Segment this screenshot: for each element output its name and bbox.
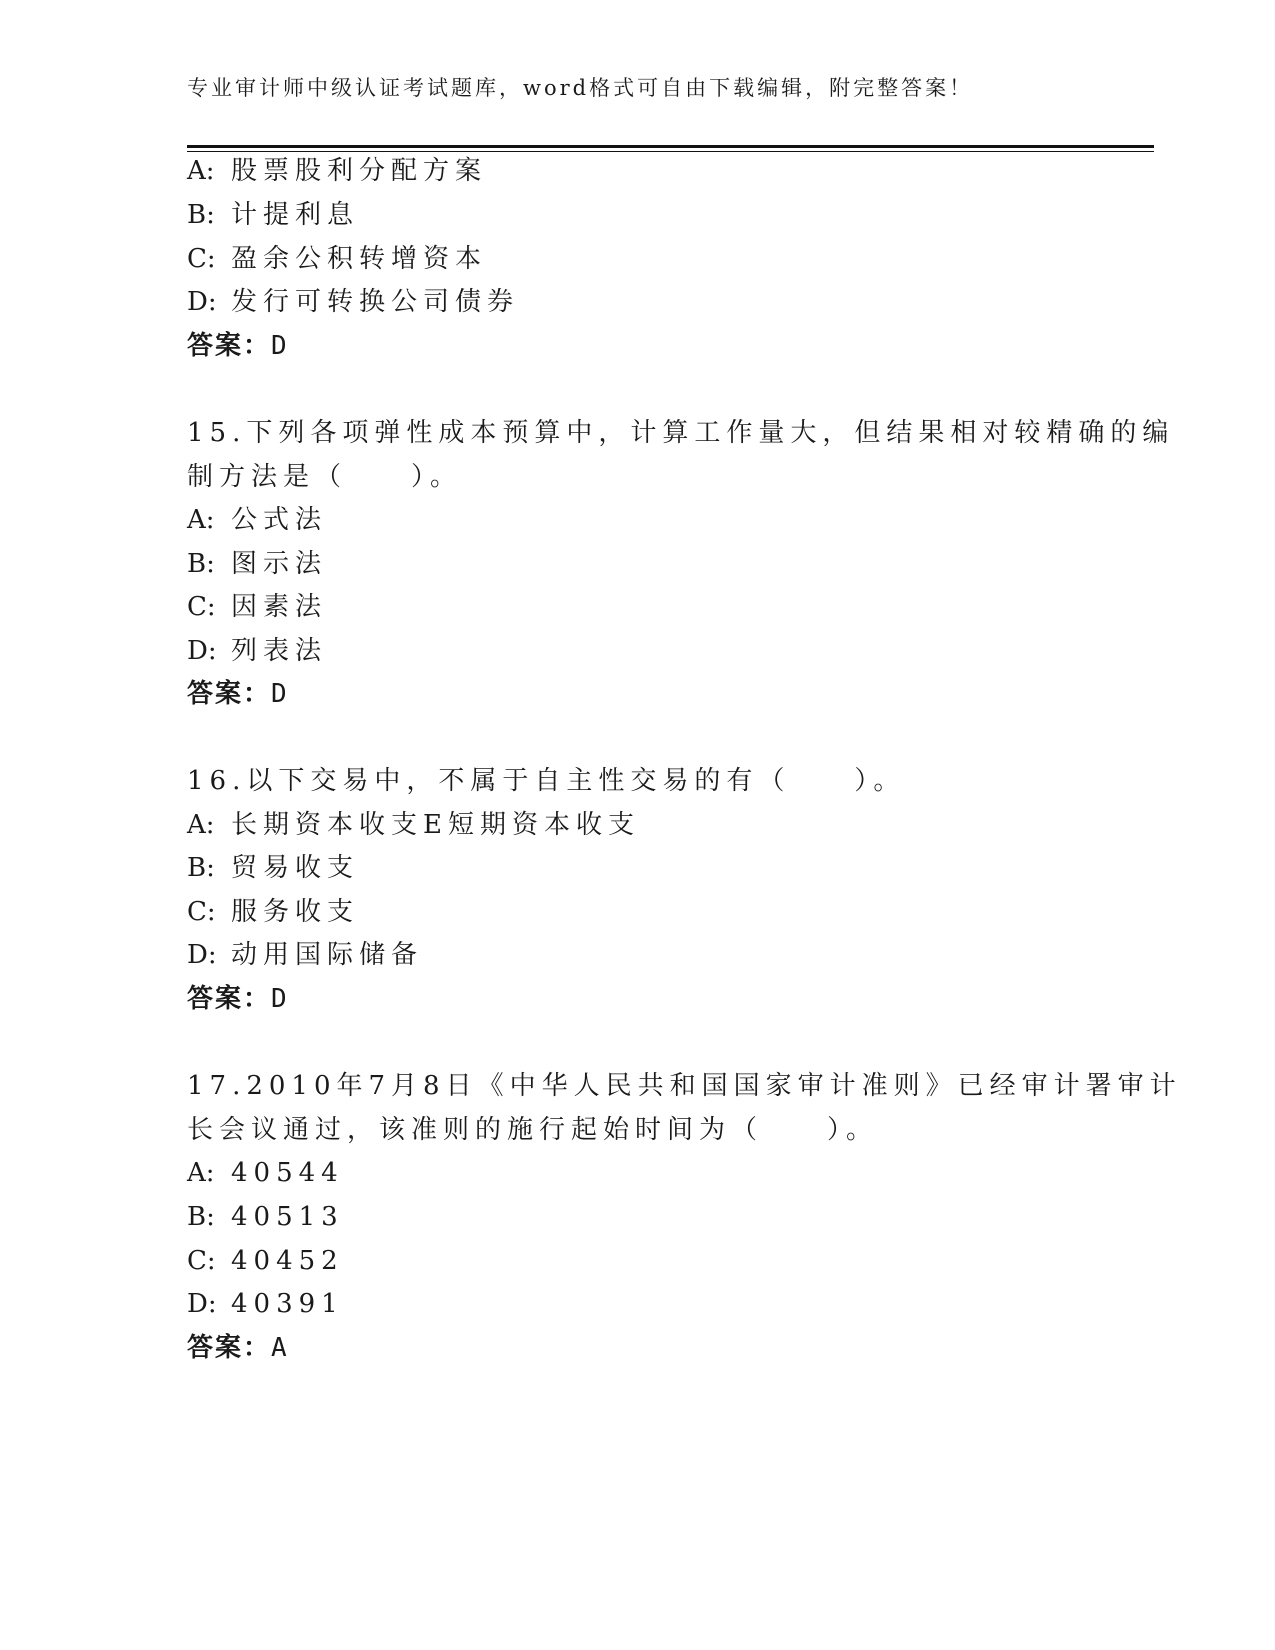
option-d: D: 40391 [187,1289,344,1319]
question-16-text: 16.以下交易中，不属于自主性交易的有（ ）。 [187,766,906,796]
question-15-text: 15.下列各项弹性成本预算中，计算工作量大，但结果相对较精确的编 [187,418,1175,448]
question-17-text: 17.2010年7月8日《中华人民共和国国家审计准则》已经审计署审计 [187,1071,1182,1101]
answer-line: 答案：D [187,984,289,1014]
option-d: D: 动用国际储备 [187,940,424,970]
option-a: A: 公式法 [187,505,328,535]
question-15-text-cont: 制方法是（ ）。 [187,462,463,492]
option-c: C: 因素法 [187,592,328,622]
header-divider-thick [187,145,1154,148]
header-divider-thin [187,151,1154,152]
option-c: C: 服务收支 [187,897,360,927]
option-a: A: 40544 [187,1158,344,1188]
option-c: C: 40452 [187,1246,344,1276]
answer-line: 答案：D [187,331,289,361]
option-d: D: 列表法 [187,636,328,666]
option-b: B: 计提利息 [187,200,360,230]
answer-line: 答案：A [187,1333,289,1363]
option-a: A: 股票股利分配方案 [187,156,488,186]
page-header: 专业审计师中级认证考试题库，word格式可自由下载编辑，附完整答案！ [187,76,974,100]
option-b: B: 贸易收支 [187,853,360,883]
answer-line: 答案：D [187,679,289,709]
question-17-text-cont: 长会议通过，该准则的施行起始时间为（ ）。 [187,1115,879,1145]
option-b: B: 图示法 [187,549,328,579]
option-c: C: 盈余公积转增资本 [187,244,488,274]
option-b: B: 40513 [187,1202,344,1232]
option-d: D: 发行可转换公司债券 [187,287,520,317]
option-a: A: 长期资本收支E短期资本收支 [187,810,640,840]
